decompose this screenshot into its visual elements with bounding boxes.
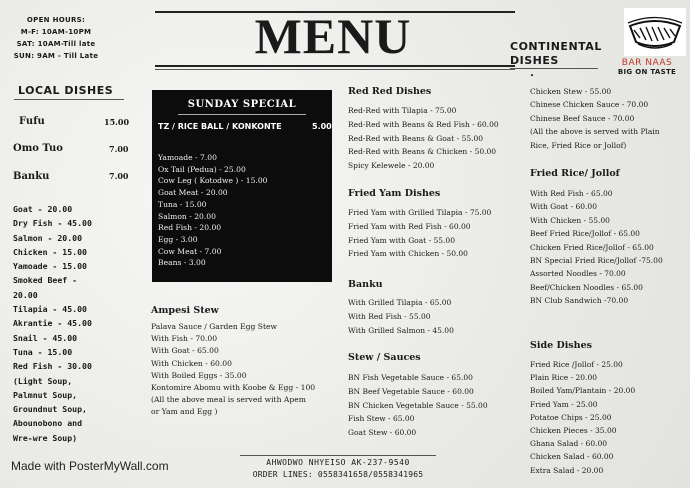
stew-sauces-heading: Stew / Sauces bbox=[348, 352, 421, 363]
local-heading-rule bbox=[14, 99, 124, 100]
continental-heading bbox=[510, 40, 602, 68]
list-item: Fried Yam with Goat - 55.00 bbox=[348, 235, 455, 245]
list-item: Fish Stew - 65.00 bbox=[348, 414, 415, 424]
list-item: Palava Sauce / Garden Egg Stew bbox=[151, 322, 278, 331]
list-item: Beef Fried Rice/Jollof - 65.00 bbox=[530, 229, 640, 239]
list-item: Rice, Fried Rice or Jollof) bbox=[530, 140, 627, 150]
list-item: Potatoe Chips - 25.00 bbox=[530, 412, 612, 422]
sunday-special-subtitle: TZ / RICE BALL / KONKONTE bbox=[158, 122, 282, 131]
footer-address: AHWODWO NHYEISO AK-237-9540 bbox=[266, 458, 410, 467]
list-item: Chinese Chicken Sauce - 70.00 bbox=[530, 100, 649, 110]
list-item: Fried Yam with Red Fish - 60.00 bbox=[348, 221, 471, 231]
list-item: BN Fish Vegetable Sauce - 65.00 bbox=[348, 373, 473, 382]
list-item: With Grilled Salmon - 45.00 bbox=[348, 325, 454, 335]
logo-tagline: BIG ON TASTE bbox=[617, 68, 677, 76]
list-item: Yamoade - 15.00 bbox=[13, 261, 87, 272]
fried-yam-list bbox=[348, 206, 491, 261]
list-item: Chicken Fried Rice/Jollof - 65.00 bbox=[530, 242, 654, 252]
list-item: Cow Meat - 7.00 bbox=[158, 246, 222, 256]
open-hours bbox=[8, 14, 104, 62]
menu-title: MENU bbox=[254, 8, 412, 64]
local-big-item-name: Omo Tuo bbox=[13, 143, 63, 154]
list-item: Red-Red with Beans & Goat - 55.00 bbox=[348, 133, 484, 143]
list-item: Fried Yam with Grilled Tilapia - 75.00 bbox=[348, 208, 492, 217]
bullet-icon: • bbox=[530, 72, 535, 80]
list-item: BN Special Fried Rice/Jollof -75.00 bbox=[530, 256, 663, 266]
list-item: With Boiled Eggs - 35.00 bbox=[151, 370, 247, 380]
list-item: Chicken Salad - 60.00 bbox=[530, 452, 614, 462]
local-big-item-name: Fufu bbox=[19, 116, 45, 127]
list-item: Goat - 20.00 bbox=[13, 204, 73, 214]
list-item: Tilapia - 45.00 bbox=[13, 304, 87, 315]
list-item: Egg - 3.00 bbox=[158, 234, 198, 244]
list-item: BN Beef Vegetable Sauce - 60.00 bbox=[348, 386, 474, 396]
list-item: Spicy Kelewele - 20.00 bbox=[348, 161, 435, 171]
list-item: Tuna - 15.00 bbox=[13, 346, 73, 357]
list-item: With Chicken - 60.00 bbox=[151, 358, 232, 368]
title-bottom-rule-thin bbox=[155, 69, 515, 70]
sunday-special-subtitle-price: 5.00 bbox=[312, 122, 332, 131]
list-item: Cow Leg ( Kotodwe ) - 15.00 bbox=[158, 176, 268, 186]
list-item: Tuna - 15.00 bbox=[158, 199, 207, 209]
list-item: Palmnut Soup, bbox=[13, 389, 78, 400]
open-hours-line: SUN: 9AM - Till Late bbox=[13, 52, 99, 60]
list-item: Goat Meat - 20.00 bbox=[158, 188, 228, 198]
list-item: Smoked Beef - bbox=[13, 275, 78, 286]
fried-yam-heading: Fried Yam Dishes bbox=[348, 188, 441, 199]
list-item: Akrantie - 45.00 bbox=[13, 318, 92, 329]
list-item: With Red Fish - 55.00 bbox=[348, 311, 431, 321]
list-item: (All the above is served with Plain bbox=[530, 127, 660, 137]
list-item: Red Fish - 20.00 bbox=[158, 223, 222, 233]
list-item: Fried Rice /Jollof - 25.00 bbox=[530, 360, 623, 369]
local-dishes-list bbox=[13, 202, 133, 445]
list-item: With Goat - 65.00 bbox=[151, 346, 219, 356]
continental-heading-line: DISHES bbox=[510, 54, 559, 67]
banku-list bbox=[348, 296, 454, 337]
list-item: Red Fish - 30.00 bbox=[13, 361, 92, 372]
list-item: Wre-wre Soup) bbox=[13, 432, 78, 443]
list-item: Red-Red with Tilapia - 75.00 bbox=[348, 106, 457, 115]
continental-heading-rule bbox=[510, 68, 598, 69]
banku-heading: Banku bbox=[348, 279, 383, 290]
list-item: Chicken Pieces - 35.00 bbox=[530, 426, 617, 436]
list-item: With Chicken - 55.00 bbox=[530, 215, 610, 225]
open-hours-line: M-F: 10AM-10PM bbox=[20, 28, 92, 36]
list-item: Fried Yam with Chicken - 50.00 bbox=[348, 249, 468, 259]
side-dishes-heading: Side Dishes bbox=[530, 340, 592, 351]
red-red-list bbox=[348, 104, 499, 173]
list-item: With Fish - 70.00 bbox=[151, 334, 218, 344]
list-item: Dry Fish - 45.00 bbox=[13, 218, 92, 229]
local-big-item-price: 7.00 bbox=[109, 171, 129, 181]
title-bottom-rule bbox=[155, 65, 515, 67]
open-hours-line: SAT: 10AM-Till late bbox=[16, 40, 96, 48]
list-item: Red-Red with Beans & Red Fish - 60.00 bbox=[348, 119, 499, 129]
footer-order-lines: ORDER LINES: 0558341658/0558341965 bbox=[252, 470, 424, 479]
list-item: Salmon - 20.00 bbox=[13, 232, 83, 243]
continental-list bbox=[530, 85, 690, 152]
list-item: BN Chicken Vegetable Sauce - 55.00 bbox=[348, 400, 488, 410]
fried-rice-list bbox=[530, 187, 690, 308]
side-dishes-list bbox=[530, 358, 690, 477]
open-hours-title: OPEN HOURS: bbox=[26, 16, 86, 24]
sunday-special-list bbox=[158, 152, 328, 269]
list-item: (Light Soup, bbox=[13, 375, 73, 386]
list-item: (All the above meal is served with Apem bbox=[151, 395, 306, 405]
list-item: Goat Stew - 60.00 bbox=[348, 428, 417, 438]
list-item: Assorted Noodles - 70.00 bbox=[530, 269, 626, 279]
list-item: Yamoade - 7.00 bbox=[158, 153, 217, 162]
local-dishes-heading: LOCAL DISHES bbox=[18, 84, 114, 97]
list-item: Fried Yam - 25.00 bbox=[530, 399, 598, 409]
list-item: 20.00 bbox=[13, 289, 38, 300]
list-item: With Grilled Tilapia - 65.00 bbox=[348, 298, 452, 307]
footer-rule bbox=[240, 455, 436, 456]
list-item: Beef/Chicken Noodles - 65.00 bbox=[530, 282, 643, 292]
fried-rice-heading: Fried Rice/ Jollof bbox=[530, 168, 620, 179]
list-item: With Red Fish - 65.00 bbox=[530, 189, 613, 198]
list-item: or Yam and Egg ) bbox=[151, 407, 218, 417]
sunday-special-title: SUNDAY SPECIAL bbox=[187, 99, 297, 110]
list-item: With Goat - 60.00 bbox=[530, 202, 597, 212]
continental-heading-line: CONTINENTAL bbox=[510, 40, 602, 53]
list-item: BN Club Sandwich -70.00 bbox=[530, 296, 629, 306]
list-item: Ghana Salad - 60.00 bbox=[530, 439, 608, 449]
list-item: Plain Rice - 20.00 bbox=[530, 373, 597, 383]
logo-name: BAR NAAS bbox=[621, 58, 673, 68]
list-item: Boiled Yam/Plantain - 20.00 bbox=[530, 386, 636, 396]
ampesi-stew-heading: Ampesi Stew bbox=[151, 305, 219, 316]
list-item: Beans - 3.00 bbox=[158, 258, 206, 268]
red-red-heading: Red Red Dishes bbox=[348, 86, 432, 97]
list-item: Salmon - 20.00 bbox=[158, 211, 216, 221]
list-item: Chinese Beef Sauce - 70.00 bbox=[530, 113, 635, 123]
list-item: Red-Red with Beans & Chicken - 50.00 bbox=[348, 147, 497, 157]
list-item: Chicken - 15.00 bbox=[13, 246, 87, 257]
stew-sauces-list bbox=[348, 371, 488, 440]
list-item: Extra Salad - 20.00 bbox=[530, 465, 604, 475]
sunday-title-rule bbox=[178, 114, 306, 115]
local-big-item-price: 15.00 bbox=[104, 117, 130, 127]
local-big-item-name: Banku bbox=[13, 171, 50, 182]
made-with-credit[interactable]: Made with PosterMyWall.com bbox=[11, 459, 169, 473]
list-item: Chicken Stew - 55.00 bbox=[530, 87, 612, 96]
list-item: Groundnut Soup, bbox=[13, 404, 87, 415]
ampesi-stew-list bbox=[151, 321, 341, 419]
list-item: Abounobono and bbox=[13, 418, 83, 429]
local-big-item-price: 7.00 bbox=[109, 144, 129, 154]
list-item: Snail - 45.00 bbox=[13, 332, 78, 343]
list-item: Ox Tail (Pedua) - 25.00 bbox=[158, 164, 246, 174]
list-item: Kontomire Abomu with Koobe & Egg - 100 bbox=[151, 383, 316, 393]
